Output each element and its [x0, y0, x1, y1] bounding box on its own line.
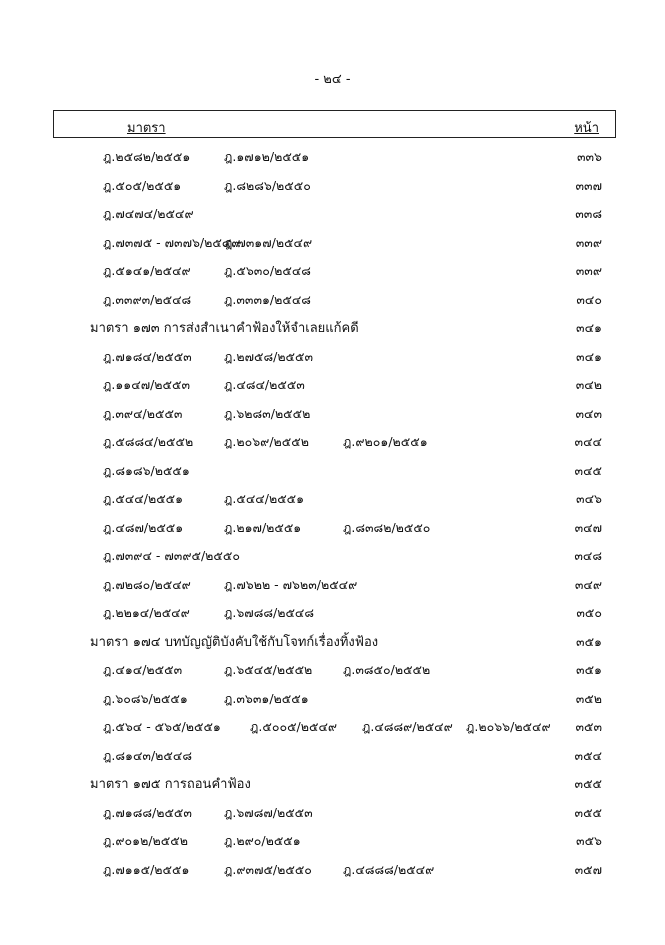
page-ref: ๓๕๐ [576, 605, 602, 620]
case-reference: ฎ.๒๕๘๒/๒๕๕๑ [103, 149, 191, 164]
page-ref: ๓๓๙ [575, 234, 602, 250]
case-row [0, 540, 665, 569]
page-ref: ๓๔๖ [576, 491, 602, 506]
case-reference: ฎ.๗๔๗๔/๒๕๔๙ [103, 206, 194, 221]
case-reference: ฎ.๓๓๙๓/๒๕๔๘ [103, 291, 192, 307]
case-reference: ฎ.๕๖๓๐/๒๕๔๘ [224, 263, 311, 278]
case-reference: ฎ.๕๐๕/๒๕๕๑ [103, 177, 182, 193]
case-reference: ฎ.๗๖๒๒ - ๗๖๒๓/๒๕๔๙ [224, 576, 358, 592]
case-reference: ฎ.๗๑๘๘/๒๕๕๓ [103, 804, 192, 820]
page-column-header: หน้า [574, 121, 599, 136]
section-heading-row [0, 626, 665, 655]
case-row [0, 597, 665, 626]
page-ref: ๓๕๑ [576, 633, 602, 649]
section-title: มาตรา ๑๗๔ บทบัญญัติบังคับใช้กับโจทก์เรื่องทิ้งฟ้อง [90, 634, 379, 650]
page-ref: ๓๕๕ [574, 776, 602, 791]
page-ref: ๓๔๔ [574, 434, 602, 449]
case-reference: ฎ.๓๖๓๑/๒๕๕๑ [224, 690, 309, 706]
page-ref: ๓๔๑ [576, 348, 602, 364]
page-ref: ๓๓๘ [575, 206, 602, 221]
page-ref: ๓๓๗ [575, 177, 602, 193]
page-ref: ๓๓๙ [575, 263, 602, 278]
case-reference: ฎ.๘๑๔๓/๒๕๔๘ [103, 747, 192, 763]
case-row [0, 740, 665, 769]
case-reference: ฎ.๔๑๔/๒๕๕๓ [103, 662, 183, 677]
case-reference: ฎ.๒๐๖๖/๒๕๔๙ [466, 719, 551, 734]
case-row [0, 141, 665, 170]
case-reference: ฎ.๙๐๑๒/๒๕๕๒ [103, 833, 188, 848]
page-ref: ๓๕๗ [574, 861, 602, 877]
case-reference: ฎ.๓๙๔/๒๕๕๓ [103, 405, 183, 421]
case-reference: ฎ.๗๑๘๔/๒๕๕๓ [103, 348, 192, 364]
page-ref: ๓๔๑ [576, 320, 602, 335]
case-row [0, 455, 665, 484]
case-reference: ฎ.๑๗๑๒/๒๕๕๑ [224, 149, 310, 164]
case-reference: ฎ.๗๓๗๕ - ๗๓๗๖/๒๕๔๙ [103, 234, 241, 250]
case-reference: ฎ.๔๘๘๘/๒๕๔๙ [343, 861, 435, 877]
case-reference: ฎ.๗๓๙๔ - ๗๓๙๕/๒๕๕๐ [103, 548, 240, 563]
case-row [0, 369, 665, 398]
page-ref: ๓๕๑ [576, 662, 602, 677]
case-row [0, 711, 665, 740]
case-row [0, 341, 665, 370]
section-title: มาตรา ๑๗๓ การส่งสำเนาคำฟ้องให้จำเลยแก้คดี [90, 321, 359, 336]
case-reference: ฎ.๕๔๔/๒๕๕๑ [103, 491, 184, 506]
page-ref: ๓๔๘ [574, 548, 602, 563]
case-reference: ฎ.๗๒๘๐/๒๕๔๙ [103, 576, 191, 592]
case-reference: ฎ.๕๑๔๑/๒๕๔๙ [103, 263, 191, 278]
page-ref: ๓๔๒ [575, 377, 602, 392]
case-reference: ฎ.๘๑๘๖/๒๕๕๑ [103, 462, 190, 478]
case-row [0, 284, 665, 313]
page-ref: ๓๕๔ [574, 747, 602, 763]
case-row [0, 825, 665, 854]
case-row [0, 569, 665, 598]
page-ref: ๓๔๓ [575, 405, 602, 421]
case-row [0, 654, 665, 683]
case-reference: ฎ.๕๔๔/๒๕๕๑ [224, 491, 305, 506]
case-row [0, 854, 665, 883]
index-list [0, 141, 665, 882]
case-row [0, 398, 665, 427]
page-ref: ๓๕๓ [575, 719, 602, 734]
section-column-header: มาตรา [127, 121, 166, 136]
case-row [0, 512, 665, 541]
page-ref: ๓๕๒ [575, 690, 602, 706]
case-reference: ฎ.๗๓๑๗/๒๕๔๙ [224, 234, 313, 250]
case-row [0, 683, 665, 712]
case-row [0, 227, 665, 256]
page-ref: ๓๔๐ [576, 291, 602, 307]
table-header [53, 110, 616, 138]
page-number: - ๒๔ - [314, 72, 351, 87]
case-row [0, 426, 665, 455]
case-reference: ฎ.๖๒๘๓/๒๕๕๒ [224, 405, 311, 421]
case-reference: ฎ.๑๑๔๗/๒๕๕๓ [103, 377, 191, 392]
page-ref: ๓๔๙ [574, 576, 602, 592]
page-ref: ๓๕๖ [576, 833, 602, 848]
case-reference: ฎ.๕๐๐๕/๒๕๔๙ [250, 719, 338, 734]
case-reference: ฎ.๖๗๘๘/๒๕๔๘ [224, 605, 315, 620]
section-title: มาตรา ๑๗๕ การถอนคำฟ้อง [90, 777, 251, 792]
case-reference: ฎ.๘๓๘๒/๒๕๕๐ [343, 519, 431, 535]
case-reference: ฎ.๙๓๗๕/๒๕๕๐ [224, 861, 312, 877]
case-reference: ฎ.๙๒๐๑/๒๕๕๑ [343, 434, 428, 449]
case-reference: ฎ.๘๒๘๖/๒๕๕๐ [224, 177, 311, 193]
case-reference: ฎ.๖๕๔๕/๒๕๕๒ [224, 662, 313, 677]
page-ref: ๓๕๕ [574, 804, 602, 820]
case-row [0, 255, 665, 284]
case-row [0, 483, 665, 512]
case-reference: ฎ.๕๘๘๔/๒๕๕๒ [103, 434, 194, 449]
section-heading-row [0, 768, 665, 797]
case-reference: ฎ.๒๑๗/๒๕๕๑ [224, 519, 302, 535]
case-reference: ฎ.๔๘๔/๒๕๕๓ [224, 377, 305, 392]
case-row [0, 198, 665, 227]
case-reference: ฎ.๖๗๘๗/๒๕๕๓ [224, 804, 313, 820]
case-reference: ฎ.๔๘๗/๒๕๕๑ [103, 519, 184, 535]
case-reference: ฎ.๒๒๑๔/๒๕๔๙ [103, 605, 190, 620]
case-reference: ฎ.๗๑๑๕/๒๕๕๑ [103, 861, 190, 877]
case-reference: ฎ.๓๓๓๑/๒๕๔๘ [224, 291, 311, 307]
page-ref: ๓๓๖ [576, 149, 602, 164]
page-ref: ๓๔๕ [574, 462, 602, 478]
case-row [0, 170, 665, 199]
case-reference: ฎ.๓๘๕๐/๒๕๕๒ [343, 662, 431, 677]
case-reference: ฎ.๒๗๕๘/๒๕๕๓ [224, 348, 314, 364]
section-heading-row [0, 312, 665, 341]
case-row [0, 797, 665, 826]
case-reference: ฎ.๖๐๘๖/๒๕๕๑ [103, 690, 188, 706]
case-reference: ฎ.๔๘๘๙/๒๕๔๙ [362, 719, 453, 734]
page-ref: ๓๔๗ [574, 519, 602, 535]
case-reference: ฎ.๕๖๔ - ๕๖๕/๒๕๕๑ [103, 719, 221, 734]
case-reference: ฎ.๒๐๖๙/๒๕๕๒ [224, 434, 309, 449]
case-reference: ฎ.๒๙๐/๒๕๕๑ [224, 833, 301, 848]
